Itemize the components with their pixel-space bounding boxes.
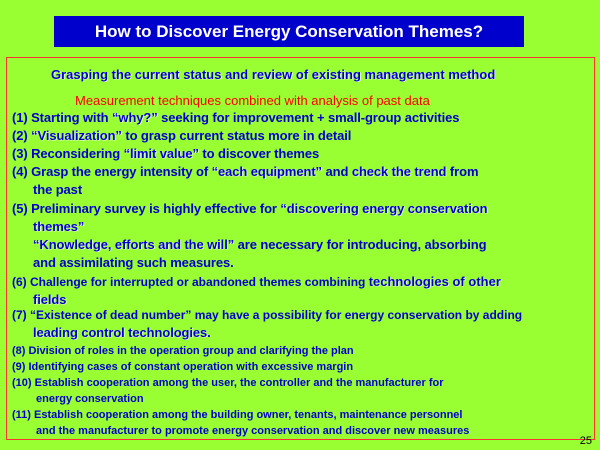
item-9: (9) Identifying cases of constant operation with excessive margin [12,361,354,373]
item-1: (1) Starting with “why?” seeking for improvement + small-group activities [12,110,460,125]
item-3: (3) Reconsidering “limit value” to discover themes [12,146,320,161]
item-11: (11) Establish cooperation among the building owner, tenants, maintenance personnel [12,409,463,421]
item-2: (2) “Visualization” to grasp current status more in detail [12,128,352,143]
item-4: (4) Grasp the energy intensity of “each equipment” and check the trend from [12,164,479,179]
item-6: (6) Challenge for interrupted or abandoned themes combining technologies of other [12,274,501,289]
item-5-sub: “Knowledge, efforts and the will” are necessary for introducing, absorbing [33,237,487,252]
item-5: (5) Preliminary survey is highly effective for “discovering energy conservation [12,201,488,216]
slide-title: How to Discover Energy Conservation Themes? [54,16,524,47]
page-number: 25 [579,435,592,447]
item-11-cont: and the manufacturer to promote energy conservation and discover new measures [36,425,470,437]
section-subheading: Measurement techniques combined with analysis of past data [75,93,430,108]
item-8: (8) Division of roles in the operation group and clarifying the plan [12,345,354,357]
item-4-cont: the past [33,182,83,197]
item-7-cont: leading control technologies. [33,325,211,340]
item-7: (7) “Existence of dead number” may have a possibility for energy conservation by adding [12,308,523,322]
item-10: (10) Establish cooperation among the user, the controller and the manufacturer for [12,377,444,389]
item-10-cont: energy conservation [36,393,144,405]
item-5-sub-cont: and assimilating such measures. [33,255,234,270]
section-heading: Grasping the current status and review of existing management method [51,67,496,82]
item-5-cont: themes” [33,219,85,234]
item-6-cont: fields [33,292,67,307]
